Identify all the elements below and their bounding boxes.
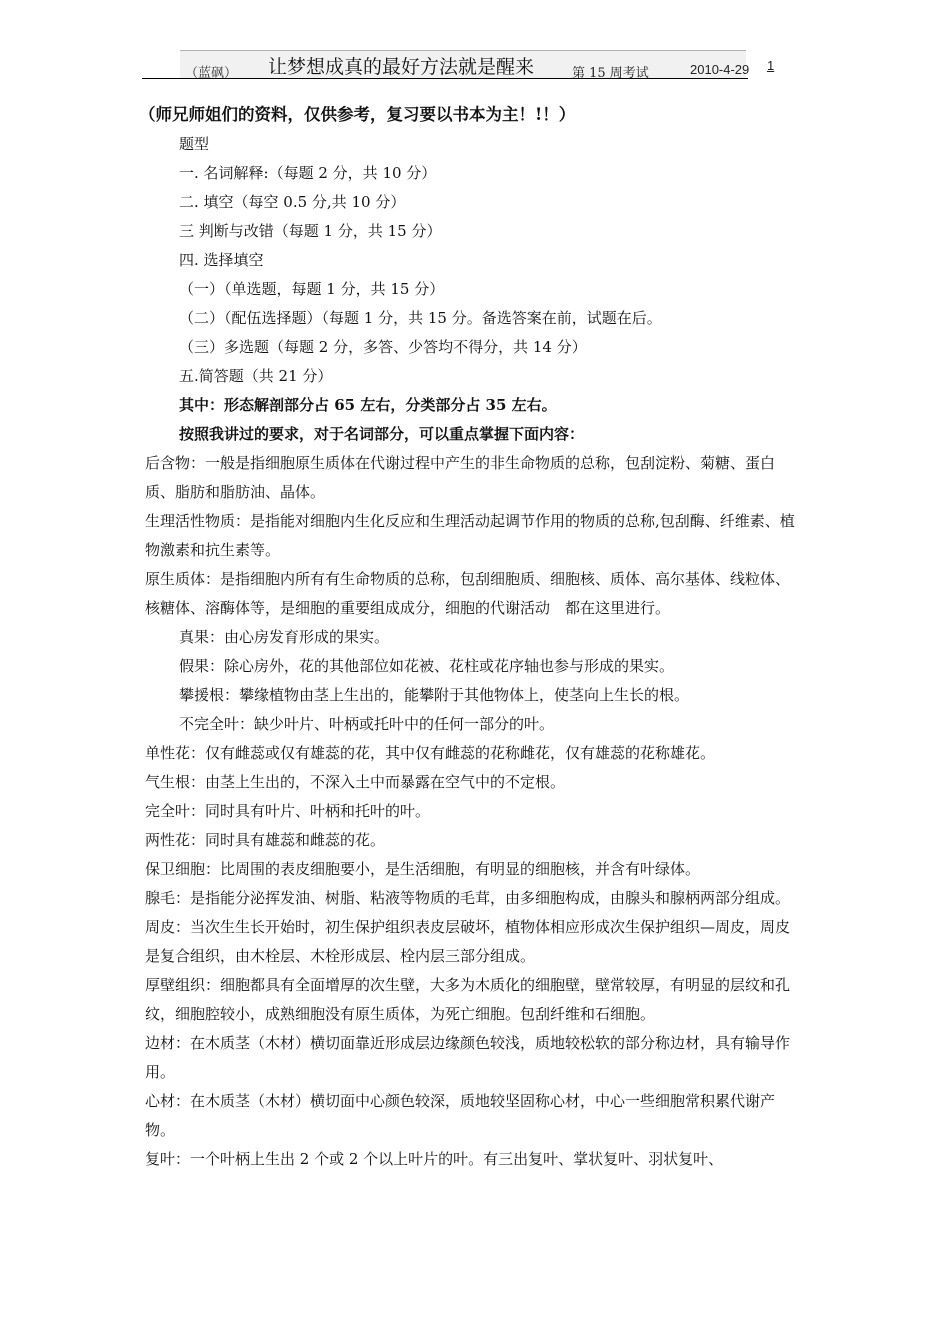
glossary-entry: 原生质体：是指细胞内所有有生命物质的总称，包刮细胞质、细胞核、质体、高尔基体、线粒体、核糖体、溶酶体等，是细胞的重要组成成分，细胞的代谢活动 都在这里进行。 <box>145 570 791 617</box>
score-distribution-note: 其中：形态解剖部分占 65 左右，分类部分占 35 左右。 <box>179 396 557 414</box>
exam-format-item: 一. 名词解释:（每题 2 分，共 10 分） <box>179 164 437 182</box>
header-motto: 让梦想成真的最好方法就是醒来 <box>268 56 535 78</box>
exam-format-item: 三 判断与改错（每题 1 分，共 15 分） <box>179 222 442 240</box>
exam-format-item: 四. 选择填空 <box>179 251 264 269</box>
glossary-entry: 气生根：由茎上生出的，不深入土中而暴露在空气中的不定根。 <box>145 773 566 791</box>
glossary-entry: 腺毛：是指能分泌挥发油、树脂、粘液等物质的毛茸，由多细胞构成，由腺头和腺柄两部分组成。 <box>145 889 791 907</box>
exam-format-item: 五.简答题（共 21 分） <box>179 367 333 385</box>
header-author: （蓝砜） <box>185 66 238 81</box>
disclaimer: （师兄师姐们的资料，仅供参考，复习要以书本为主！!！） <box>139 105 576 124</box>
glossary-entry: 复叶：一个叶柄上生出 2 个或 2 个以上叶片的叶。有三出复叶、掌状复叶、羽状复叶、 <box>145 1150 724 1168</box>
glossary-entry: 完全叶：同时具有叶片、叶柄和托叶的叶。 <box>145 802 431 820</box>
glossary-entry: 假果：除心房外，花的其他部位如花被、花柱或花序轴也参与形成的果实。 <box>179 657 675 675</box>
glossary-entry: 单性花：仅有雌蕊或仅有雄蕊的花，其中仅有雌蕊的花称雌花，仅有雄蕊的花称雄花。 <box>145 744 716 762</box>
page-number: 1 <box>767 58 775 73</box>
glossary-entry: 保卫细胞：比周围的表皮细胞要小，是生活细胞，有明显的细胞核，并含有叶绿体。 <box>145 860 701 878</box>
glossary-entry: 边材：在木质茎（木材）横切面靠近形成层边缘颜色较浅，质地较松软的部分称边材，具有输导作用。 <box>145 1034 791 1081</box>
exam-format-item: 二. 填空（每空 0.5 分,共 10 分） <box>179 193 406 211</box>
glossary-entry: 真果：由心房发育形成的果实。 <box>179 628 390 646</box>
exam-format-item: （一）（单选题，每题 1 分，共 15 分） <box>179 280 445 298</box>
glossary-entry: 不完全叶：缺少叶片、叶柄或托叶中的任何一部分的叶。 <box>179 715 555 733</box>
glossary-intro: 按照我讲过的要求，对于名词部分，可以重点掌握下面内容： <box>179 425 585 443</box>
glossary-entry: 生理活性物质：是指能对细胞内生化反应和生理活动起调节作用的物质的总称,包刮酶、纤维素、植物激素和抗生素等。 <box>145 512 795 559</box>
glossary-entry: 厚壁组织：细胞都具有全面增厚的次生壁，大多为木质化的细胞壁，壁常较厚，有明显的层纹和孔纹，细胞腔较小，成熟细胞没有原生质体，为死亡细胞。包刮纤维和石细胞。 <box>145 976 791 1023</box>
glossary-entry: 周皮：当次生生长开始时，初生保护组织表皮层破坏，植物体相应形成次生保护组织—周皮，周皮是复合组织，由木栓层、木栓形成层、栓内层三部分组成。 <box>145 918 791 965</box>
glossary-entry: 两性花：同时具有雄蕊和雌蕊的花。 <box>145 831 386 849</box>
glossary-entry: 攀援根：攀缘植物由茎上生出的，能攀附于其他物体上，使茎向上生长的根。 <box>179 686 690 704</box>
document-body <box>139 100 795 1174</box>
header-date: 2010-4-29 <box>690 62 750 77</box>
header-exam: 第 15 周考试 <box>572 66 649 81</box>
glossary-entry: 后含物：一般是指细胞原生质体在代谢过程中产生的非生命物质的总称，包刮淀粉、菊糖、蛋白质、脂肪和脂肪油、晶体。 <box>145 454 776 501</box>
exam-format-item: （二）（配伍选择题）（每题 1 分，共 15 分。备选答案在前，试题在后。 <box>179 309 662 327</box>
glossary-entry: 心材：在木质茎（木材）横切面中心颜色较深，质地较坚固称心材，中心一些细胞常积累代谢产物。 <box>145 1092 776 1139</box>
exam-format-item: （三）多选题（每题 2 分，多答、少答均不得分，共 14 分） <box>179 338 587 356</box>
exam-format-title: 题型 <box>179 135 210 153</box>
